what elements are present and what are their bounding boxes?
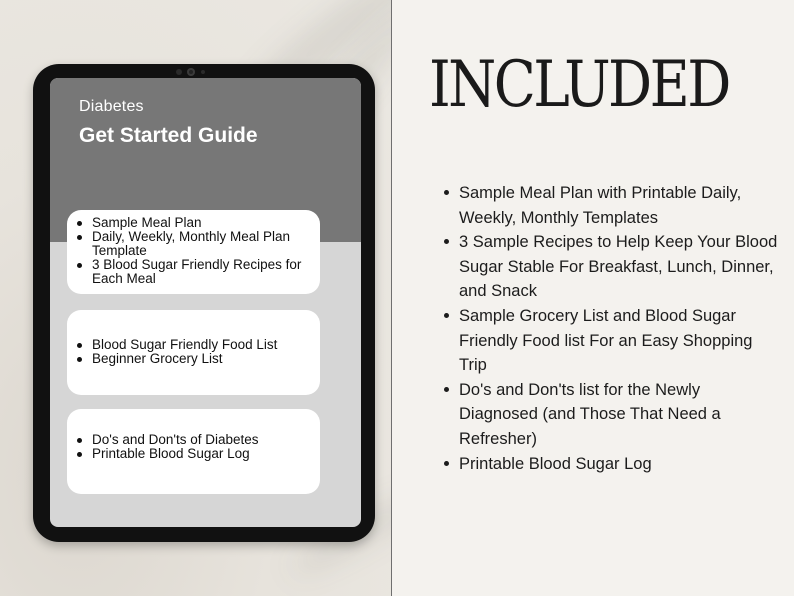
feature-item: 3 Sample Recipes to Help Keep Your Blood Sugar Stable For Breakfast, Lunch, Dinner, and Snack [459, 230, 779, 304]
card-list-item: 3 Blood Sugar Friendly Recipes for Each Meal [92, 258, 320, 286]
card-list-item: Daily, Weekly, Monthly Meal Plan Template [92, 230, 320, 258]
included-heading: INCLUDED [429, 48, 729, 122]
feature-item: Printable Blood Sugar Log [459, 452, 779, 477]
card-list [67, 210, 320, 286]
feature-item: Sample Grocery List and Blood Sugar Friendly Food list For an Easy Shopping Trip [459, 304, 779, 378]
guide-brand: Diabetes [79, 98, 144, 115]
card-list-item: Sample Meal Plan [92, 216, 320, 230]
card-list-item: Do's and Don'ts of Diabetes [92, 433, 320, 447]
tablet-camera [170, 67, 212, 77]
card-list [67, 409, 320, 461]
card-list-item: Printable Blood Sugar Log [92, 447, 320, 461]
features-list [459, 181, 779, 476]
sensor-dot [176, 69, 182, 75]
feature-item: Sample Meal Plan with Printable Daily, Weekly, Monthly Templates [459, 181, 779, 230]
card-list-item: Beginner Grocery List [92, 352, 320, 366]
tablet-screen [50, 78, 361, 527]
feature-item: Do's and Don'ts list for the Newly Diagnosed (and Those That Need a Refresher) [459, 378, 779, 452]
contents-card-3 [67, 409, 320, 494]
card-list-item: Blood Sugar Friendly Food List [92, 338, 320, 352]
contents-card-2 [67, 310, 320, 395]
contents-card-1 [67, 210, 320, 294]
camera-lens-icon [187, 68, 195, 76]
card-list [67, 310, 320, 366]
guide-title: Get Started Guide [79, 124, 258, 147]
sensor-dot [201, 70, 205, 74]
